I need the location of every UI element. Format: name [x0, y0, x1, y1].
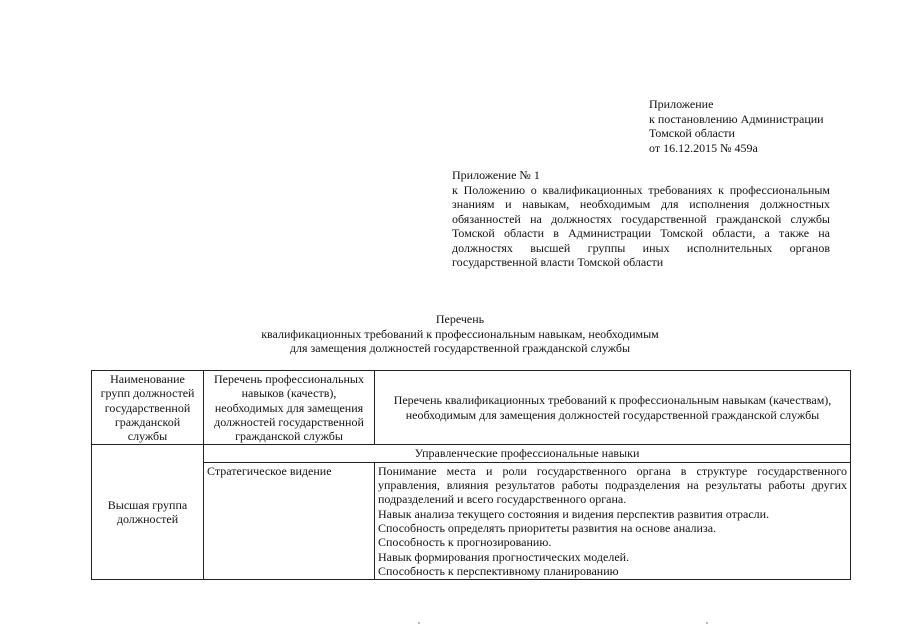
appendix-1-body: к Положению о квалификационных требованиях к профессиональным знаниям и навыкам, необходимым для исполнения должностных обязанностей на должностях государственной гражданской службы Томской области в Администрации Томской области, а также на должностях высшей группы иных исполнительных органов государственной власти Томской области [452, 182, 830, 269]
document-heading [200, 312, 720, 356]
heading-line-2: квалификационных требований к профессиональным навыкам, необходимым [261, 326, 659, 341]
header-position-groups: Наименование групп должностей государственной гражданской службы [92, 371, 204, 445]
heading-line-1: Перечень [435, 312, 485, 326]
appendix-1-title: Приложение № 1 [452, 168, 540, 182]
requirement-item: Способность к перспективному планированию [378, 563, 619, 578]
group-cell-top [92, 445, 204, 580]
requirement-item: Навык формирования прогностических моделей. [378, 549, 630, 564]
appendix-line: к постановлению Администрации [649, 111, 824, 126]
table-section-row [92, 445, 851, 462]
scan-speck [706, 622, 708, 624]
requirement-item: Понимание места и роли государственного органа в структуре государственного управления, влияния результатов работы подразделения на результаты работы других подразделений и всего государственного органа. [378, 463, 847, 507]
section-title: Управленческие профессиональные навыки [204, 445, 851, 462]
header-skills: Перечень профессиональных навыков (качеств), необходимых для замещения должностей государственной гражданской службы [204, 371, 375, 445]
table-header-row [92, 371, 851, 445]
requirements-cell [375, 462, 851, 579]
requirement-item: Навык анализа текущего состояния и видения перспектив развития отрасли. [378, 506, 770, 521]
heading-line-3: для замещения должностей государственной гражданской службы [289, 341, 631, 355]
requirements-table [91, 370, 851, 580]
header-requirements: Перечень квалификационных требований к профессиональным навыкам (качествам), необходимым для замещения должностей государственной гражданской службы [375, 371, 851, 445]
appendix-reference-block [649, 97, 889, 155]
position-group-name: Высшая группа должностей [107, 498, 188, 527]
table-row [92, 462, 851, 579]
appendix-line: Приложение [649, 97, 714, 111]
scan-speck [418, 622, 420, 624]
appendix-date-line: от 16.12.2015 № 459а [649, 140, 758, 155]
skill-name: Стратегическое видение [204, 462, 375, 579]
appendix-line: Томской области [649, 126, 735, 140]
appendix-1-block [452, 168, 830, 270]
requirement-item: Способность к прогнозированию. [378, 535, 552, 550]
requirement-item: Способность определять приоритеты развития на основе анализа. [378, 520, 717, 535]
